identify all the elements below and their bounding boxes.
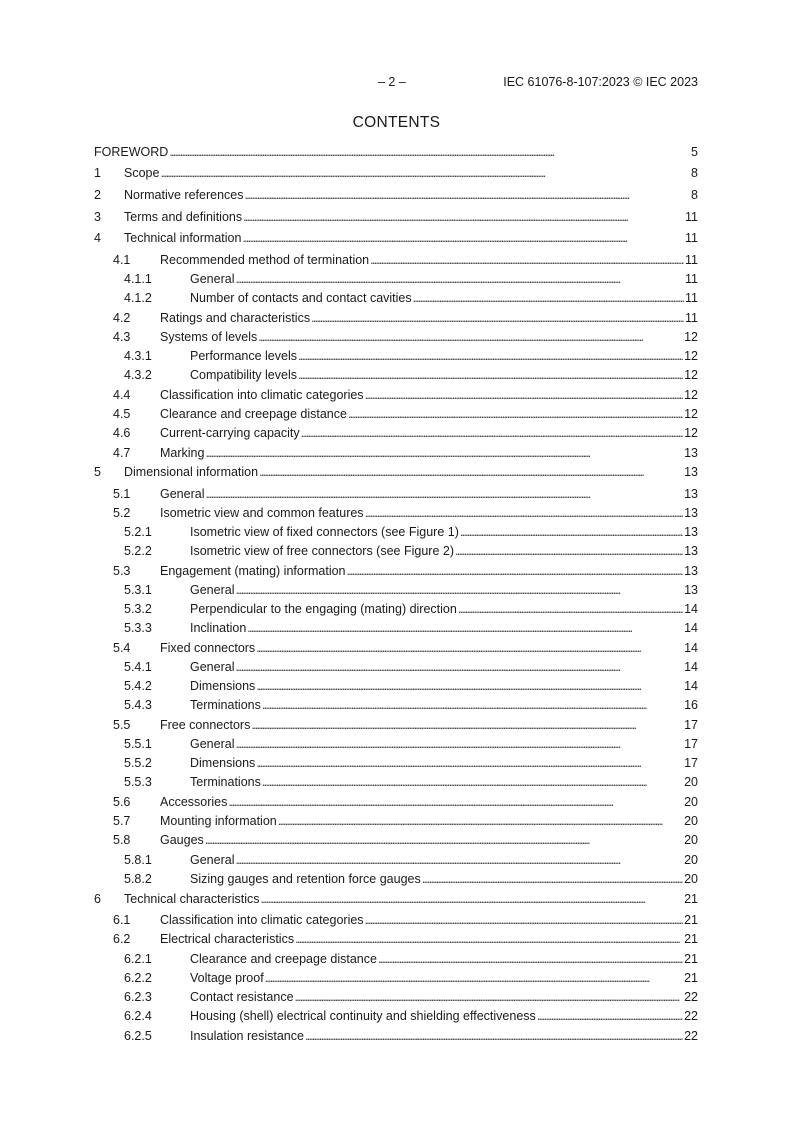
toc-entry[interactable]: [94, 368, 698, 388]
toc-entry-page: 14: [684, 641, 698, 655]
toc-entry-page: 12: [684, 388, 698, 402]
toc-entry-number: 5.5.3: [124, 775, 152, 789]
toc-entry-page: 20: [684, 795, 698, 809]
dot-leader: [256, 679, 683, 693]
dot-leader: [301, 426, 683, 440]
toc-entry-number: 5.6: [113, 795, 131, 809]
toc-entry-number: 5.3.3: [124, 621, 152, 635]
toc-entry-page: 5: [691, 145, 698, 159]
toc-entry-title: Accessories: [160, 795, 228, 809]
toc-entry[interactable]: [94, 1009, 698, 1029]
toc-entry-page: 20: [684, 872, 698, 886]
toc-entry-page: 11: [685, 311, 698, 325]
toc-entry-title: Performance levels: [190, 349, 297, 363]
toc-entry-title: FOREWORD: [94, 145, 169, 159]
dot-leader: [242, 231, 684, 245]
toc-entry-number: 2: [94, 188, 101, 202]
toc-entry[interactable]: [94, 872, 698, 892]
dot-leader: [235, 737, 683, 751]
toc-entry-title: General: [190, 737, 235, 751]
toc-entry-number: 5.4: [113, 641, 131, 655]
dot-leader: [251, 718, 683, 732]
dot-leader: [258, 330, 683, 344]
toc-entry-number: 5.2.2: [124, 544, 152, 558]
toc-entry-number: 5.2.1: [124, 525, 152, 539]
toc-entry-title: Terminations: [190, 775, 261, 789]
toc-entry-number: 6.2.2: [124, 971, 152, 985]
toc-entry-page: 12: [684, 368, 698, 382]
toc-entry-number: 4.1.1: [124, 272, 152, 286]
dot-leader: [370, 253, 684, 267]
dot-leader: [378, 952, 683, 966]
toc-entry-number: 1: [94, 166, 101, 180]
dot-leader: [247, 621, 683, 635]
toc-entry[interactable]: [94, 795, 698, 814]
toc-entry[interactable]: [94, 718, 698, 737]
toc-entry-title: Compatibility levels: [190, 368, 297, 382]
toc-entry-number: 6.2.1: [124, 952, 152, 966]
toc-entry[interactable]: [94, 814, 698, 833]
dot-leader: [537, 1009, 683, 1023]
toc-entry-number: 6.2.5: [124, 1029, 152, 1043]
toc-entry-page: 13: [684, 525, 698, 539]
toc-entry[interactable]: [94, 426, 698, 446]
toc-entry-page: 20: [684, 814, 698, 828]
toc-entry[interactable]: [94, 188, 698, 210]
dot-leader: [259, 465, 683, 479]
dot-leader: [243, 210, 684, 224]
toc-entry[interactable]: [94, 487, 698, 506]
toc-entry-title: Isometric view of free connectors (see Figure 2): [190, 544, 454, 558]
toc-entry-page: 20: [684, 853, 698, 867]
toc-entry[interactable]: [94, 465, 698, 487]
toc-entry-page: 13: [684, 506, 698, 520]
toc-entry-page: 11: [685, 253, 698, 267]
toc-entry-page: 20: [684, 775, 698, 789]
toc-entry[interactable]: [94, 1029, 698, 1048]
toc-entry[interactable]: [94, 272, 698, 291]
toc-entry-title: General: [190, 660, 235, 674]
toc-entry-number: 5.5.2: [124, 756, 152, 770]
toc-entry-page: 17: [684, 718, 698, 732]
toc-entry-title: Dimensional information: [124, 465, 259, 479]
dot-leader: [347, 564, 684, 578]
toc-entry-title: Marking: [160, 446, 205, 460]
toc-entry-number: 5.2: [113, 506, 131, 520]
toc-entry-page: 13: [684, 544, 698, 558]
toc-entry[interactable]: [94, 330, 698, 349]
toc-entry-page: 14: [684, 679, 698, 693]
toc-entry-page: 12: [684, 349, 698, 363]
toc-entry-number: 6.2.3: [124, 990, 152, 1004]
toc-entry-number: 4.1.2: [124, 291, 152, 305]
toc-entry-number: 4: [94, 231, 101, 245]
toc-entry-number: 5.8.2: [124, 872, 152, 886]
dot-leader: [458, 602, 683, 616]
toc-entry-title: Dimensions: [190, 756, 256, 770]
toc-entry-title: Technical characteristics: [124, 892, 260, 906]
toc-entry-number: 4.4: [113, 388, 131, 402]
toc-entry-title: Gauges: [160, 833, 204, 847]
toc-entry-page: 21: [684, 913, 698, 927]
toc-entry-title: Terminations: [190, 698, 261, 712]
toc-entry-number: 5.4.2: [124, 679, 152, 693]
toc-entry-page: 16: [684, 698, 698, 712]
toc-entry-number: 3: [94, 210, 101, 224]
page-title: CONTENTS: [352, 114, 441, 131]
toc-entry-title: General: [190, 853, 235, 867]
toc-entry-title: Housing (shell) electrical continuity and shielding effectiveness: [190, 1009, 536, 1023]
toc-entry-number: 4.3.2: [124, 368, 152, 382]
toc-entry-page: 22: [684, 1009, 698, 1023]
toc-entry[interactable]: [94, 311, 698, 330]
toc-entry-title: Isometric view and common features: [160, 506, 364, 520]
toc-entry[interactable]: [94, 602, 698, 621]
dot-leader: [205, 487, 683, 501]
toc-entry-number: 5.8.1: [124, 853, 152, 867]
table-of-contents: [94, 145, 698, 1048]
toc-entry-page: 13: [684, 487, 698, 501]
dot-leader: [265, 971, 683, 985]
toc-entry-page: 17: [684, 756, 698, 770]
dot-leader: [235, 853, 683, 867]
toc-entry[interactable]: [94, 166, 698, 188]
toc-entry-page: 12: [684, 330, 698, 344]
toc-entry-page: 11: [685, 210, 698, 224]
dot-leader: [235, 272, 684, 286]
toc-entry-title: Sizing gauges and retention force gauges: [190, 872, 421, 886]
toc-entry-page: 22: [684, 990, 698, 1004]
toc-entry-page: 14: [684, 602, 698, 616]
toc-entry[interactable]: [94, 231, 698, 253]
dot-leader: [298, 368, 683, 382]
toc-entry-number: 5.3: [113, 564, 131, 578]
toc-entry-number: 4.3.1: [124, 349, 152, 363]
toc-entry-title: Fixed connectors: [160, 641, 256, 655]
toc-entry-number: 5.7: [113, 814, 131, 828]
toc-entry-title: Scope: [124, 166, 160, 180]
toc-entry-title: General: [160, 487, 205, 501]
toc-entry-page: 8: [691, 166, 698, 180]
toc-entry-number: 5: [94, 465, 101, 479]
dot-leader: [311, 311, 684, 325]
toc-entry-number: 5.5: [113, 718, 131, 732]
toc-entry[interactable]: [94, 564, 698, 583]
dot-leader: [460, 525, 683, 539]
toc-entry-title: Current-carrying capacity: [160, 426, 300, 440]
toc-entry-title: Perpendicular to the engaging (mating) direction: [190, 602, 457, 616]
toc-entry-title: Number of contacts and contact cavities: [190, 291, 412, 305]
dot-leader: [205, 833, 683, 847]
dot-leader: [245, 188, 691, 202]
toc-entry-number: 6.1: [113, 913, 131, 927]
dot-leader: [262, 775, 683, 789]
toc-entry[interactable]: [94, 833, 698, 853]
toc-entry-title: Voltage proof: [190, 971, 264, 985]
toc-entry[interactable]: [94, 990, 698, 1009]
toc-entry-page: 21: [684, 952, 698, 966]
toc-entry-title: Technical information: [124, 231, 242, 245]
toc-entry[interactable]: [94, 853, 698, 872]
toc-entry-number: 4.2: [113, 311, 131, 325]
dot-leader: [235, 660, 683, 674]
page-number: – 2 –: [378, 75, 406, 89]
toc-entry-number: 6.2.4: [124, 1009, 152, 1023]
toc-entry[interactable]: [94, 775, 698, 795]
toc-entry[interactable]: [94, 506, 698, 525]
toc-entry[interactable]: [94, 932, 698, 952]
toc-entry[interactable]: [94, 145, 698, 166]
toc-entry-number: 4.3: [113, 330, 131, 344]
toc-entry[interactable]: [94, 210, 698, 231]
toc-entry-number: 4.6: [113, 426, 131, 440]
dot-leader: [160, 166, 690, 180]
toc-entry[interactable]: [94, 621, 698, 641]
toc-entry-title: Normative references: [124, 188, 244, 202]
page-header: [0, 75, 793, 93]
toc-entry-number: 5.3.1: [124, 583, 152, 597]
dot-leader: [295, 932, 683, 946]
toc-entry[interactable]: [94, 525, 698, 544]
toc-entry-page: 11: [685, 231, 698, 245]
toc-entry[interactable]: [94, 544, 698, 564]
toc-entry-page: 14: [684, 621, 698, 635]
toc-entry-title: Systems of levels: [160, 330, 258, 344]
dot-leader: [422, 872, 683, 886]
toc-entry-number: 4.1: [113, 253, 131, 267]
toc-entry[interactable]: [94, 253, 698, 272]
toc-entry[interactable]: [94, 756, 698, 775]
toc-entry[interactable]: [94, 892, 698, 913]
toc-entry-page: 22: [684, 1029, 698, 1043]
dot-leader: [413, 291, 684, 305]
toc-entry-title: Contact resistance: [190, 990, 294, 1004]
toc-entry-title: Free connectors: [160, 718, 251, 732]
toc-entry-page: 11: [685, 291, 698, 305]
dot-leader: [348, 407, 683, 421]
toc-entry[interactable]: [94, 913, 698, 932]
toc-entry-title: General: [190, 583, 235, 597]
toc-entry-page: 13: [684, 583, 698, 597]
toc-entry-number: 6: [94, 892, 101, 906]
toc-entry[interactable]: [94, 952, 698, 971]
toc-entry-title: Electrical characteristics: [160, 932, 295, 946]
toc-entry-page: 20: [684, 833, 698, 847]
dot-leader: [235, 583, 683, 597]
toc-entry-page: 13: [684, 465, 698, 479]
toc-entry-title: Classification into climatic categories: [160, 913, 364, 927]
toc-entry-number: 5.4.3: [124, 698, 152, 712]
toc-entry[interactable]: [94, 641, 698, 660]
toc-entry-title: Ratings and characteristics: [160, 311, 311, 325]
toc-entry[interactable]: [94, 737, 698, 756]
toc-entry-page: 12: [684, 426, 698, 440]
toc-entry-title: Mounting information: [160, 814, 277, 828]
dot-leader: [455, 544, 683, 558]
dot-leader: [228, 795, 683, 809]
dot-leader: [169, 145, 690, 159]
toc-entry[interactable]: [94, 388, 698, 407]
toc-entry-title: Clearance and creepage distance: [160, 407, 347, 421]
toc-entry-title: Terms and definitions: [124, 210, 243, 224]
toc-entry-title: General: [190, 272, 235, 286]
toc-entry-number: 6.2: [113, 932, 131, 946]
toc-entry[interactable]: [94, 407, 698, 426]
toc-entry-page: 21: [684, 932, 698, 946]
toc-entry-title: Insulation resistance: [190, 1029, 304, 1043]
dot-leader: [365, 506, 684, 520]
toc-entry-title: Recommended method of termination: [160, 253, 370, 267]
dot-leader: [365, 388, 684, 402]
dot-leader: [256, 641, 683, 655]
toc-entry-title: Inclination: [190, 621, 247, 635]
toc-entry-page: 12: [684, 407, 698, 421]
document-reference: IEC 61076-8-107:2023 © IEC 2023: [503, 75, 698, 89]
toc-entry-page: 17: [684, 737, 698, 751]
toc-entry[interactable]: [94, 349, 698, 368]
toc-entry-number: 4.7: [113, 446, 131, 460]
toc-entry-title: Clearance and creepage distance: [190, 952, 377, 966]
dot-leader: [365, 913, 684, 927]
toc-entry-title: Dimensions: [190, 679, 256, 693]
toc-entry-number: 5.5.1: [124, 737, 152, 751]
dot-leader: [295, 990, 684, 1004]
toc-entry-number: 5.4.1: [124, 660, 152, 674]
toc-entry[interactable]: [94, 291, 698, 311]
dot-leader: [305, 1029, 683, 1043]
toc-entry-page: 21: [684, 892, 698, 906]
toc-entry-number: 5.8: [113, 833, 131, 847]
toc-entry[interactable]: [94, 679, 698, 698]
toc-entry-page: 11: [685, 272, 698, 286]
toc-entry-number: 5.3.2: [124, 602, 152, 616]
toc-entry-page: 13: [684, 446, 698, 460]
toc-entry-page: 13: [684, 564, 698, 578]
toc-entry-page: 14: [684, 660, 698, 674]
dot-leader: [262, 698, 683, 712]
toc-entry-number: 5.1: [113, 487, 131, 501]
toc-entry-title: Classification into climatic categories: [160, 388, 364, 402]
toc-entry-title: Engagement (mating) information: [160, 564, 346, 578]
toc-entry[interactable]: [94, 446, 698, 465]
dot-leader: [256, 756, 683, 770]
toc-entry[interactable]: [94, 583, 698, 602]
toc-entry-page: 8: [691, 188, 698, 202]
toc-entry[interactable]: [94, 698, 698, 718]
toc-entry-number: 4.5: [113, 407, 131, 421]
toc-entry[interactable]: [94, 660, 698, 679]
dot-leader: [260, 892, 683, 906]
toc-entry-page: 21: [684, 971, 698, 985]
dot-leader: [205, 446, 683, 460]
dot-leader: [298, 349, 683, 363]
dot-leader: [278, 814, 683, 828]
toc-entry-title: Isometric view of fixed connectors (see Figure 1): [190, 525, 459, 539]
toc-entry[interactable]: [94, 971, 698, 990]
